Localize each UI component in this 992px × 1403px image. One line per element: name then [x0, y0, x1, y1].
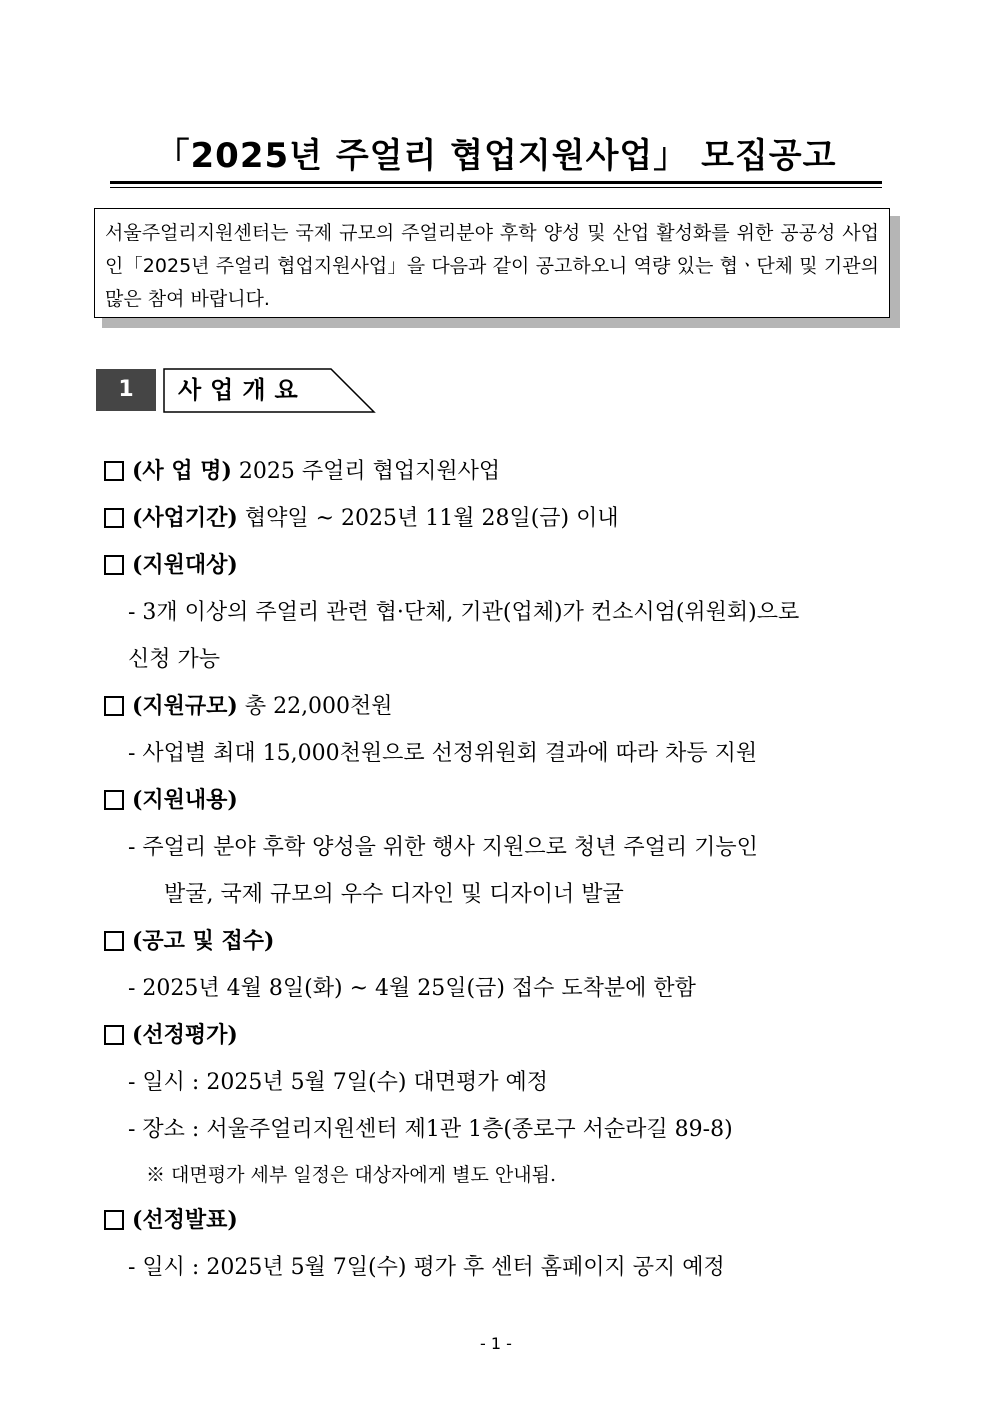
note-line: ※ 대면평가 세부 일정은 대상자에게 별도 안내됨.	[146, 1164, 557, 1186]
sub-line: - 주얼리 분야 후학 양성을 위한 행사 지원으로 청년 주얼리 기능인	[128, 835, 758, 860]
item-project-period	[104, 495, 904, 542]
checkbox-icon	[104, 508, 124, 528]
sub-line: - 장소 : 서울주얼리지원센터 제1관 1층(종로구 서순라길 89-8)	[128, 1117, 733, 1142]
item-notice-reception	[104, 918, 904, 965]
item-project-name	[104, 448, 904, 495]
item-label: (선정발표)	[132, 1207, 238, 1233]
item-label: (공고 및 접수)	[132, 928, 275, 954]
section-title: 사업개요	[178, 376, 307, 404]
item-label: (지원대상)	[132, 552, 238, 578]
checkbox-icon	[104, 1210, 124, 1230]
intro-text: 서울주얼리지원센터는 국제 규모의 주얼리분야 후학 양성 및 산업 활성화를 위한 공공성 사업인「2025년 주얼리 협업지원사업」을 다음과 같이 공고하오니 역량 있는 협ㆍ단체 및 기관의 많은 참여 바랍니다.	[105, 222, 879, 310]
sub-line-continued: 신청 가능	[128, 647, 221, 672]
item-support-target	[104, 542, 904, 589]
sub-line: - 3개 이상의 주얼리 관련 협·단체, 기관(업체)가 컨소시엄(위원회)으로	[128, 600, 800, 625]
item-value: 2025 주얼리 협업지원사업	[238, 459, 501, 484]
item-support-scale	[104, 683, 904, 730]
checkbox-icon	[104, 931, 124, 951]
sub-line-continued: 발굴, 국제 규모의 우수 디자인 및 디자이너 발굴	[164, 882, 624, 907]
item-selection-evaluation	[104, 1012, 904, 1059]
sub-line: - 일시 : 2025년 5월 7일(수) 대면평가 예정	[128, 1070, 548, 1095]
item-selection-announcement	[104, 1197, 904, 1244]
checkbox-icon	[104, 1025, 124, 1045]
title-underline-thin	[110, 187, 882, 188]
intro-box	[94, 208, 890, 318]
item-value: 총 22,000천원	[244, 694, 393, 719]
document-title: 「2025년 주얼리 협업지원사업」 모집공고	[155, 136, 837, 176]
checkbox-icon	[104, 461, 124, 481]
sub-line: - 2025년 4월 8일(화) ~ 4월 25일(금) 접수 도착분에 한함	[128, 976, 696, 1001]
checkbox-icon	[104, 790, 124, 810]
item-label: (사 업 명)	[132, 458, 232, 484]
checkbox-icon	[104, 555, 124, 575]
title-underline-thick	[110, 181, 882, 184]
section-number: 1	[96, 369, 156, 411]
item-label: (사업기간)	[132, 505, 238, 531]
sub-line: - 사업별 최대 15,000천원으로 선정위원회 결과에 따라 차등 지원	[128, 741, 758, 766]
item-value: 협약일 ~ 2025년 11월 28일(금) 이내	[244, 506, 619, 531]
item-label: (지원내용)	[132, 787, 238, 813]
item-label: (선정평가)	[132, 1022, 238, 1048]
checkbox-icon	[104, 696, 124, 716]
sub-line: - 일시 : 2025년 5월 7일(수) 평가 후 센터 홈페이지 공지 예정	[128, 1255, 725, 1280]
overview-list	[104, 448, 904, 1291]
item-label: (지원규모)	[132, 693, 238, 719]
item-support-content	[104, 777, 904, 824]
page-number: - 1 -	[480, 1334, 512, 1353]
